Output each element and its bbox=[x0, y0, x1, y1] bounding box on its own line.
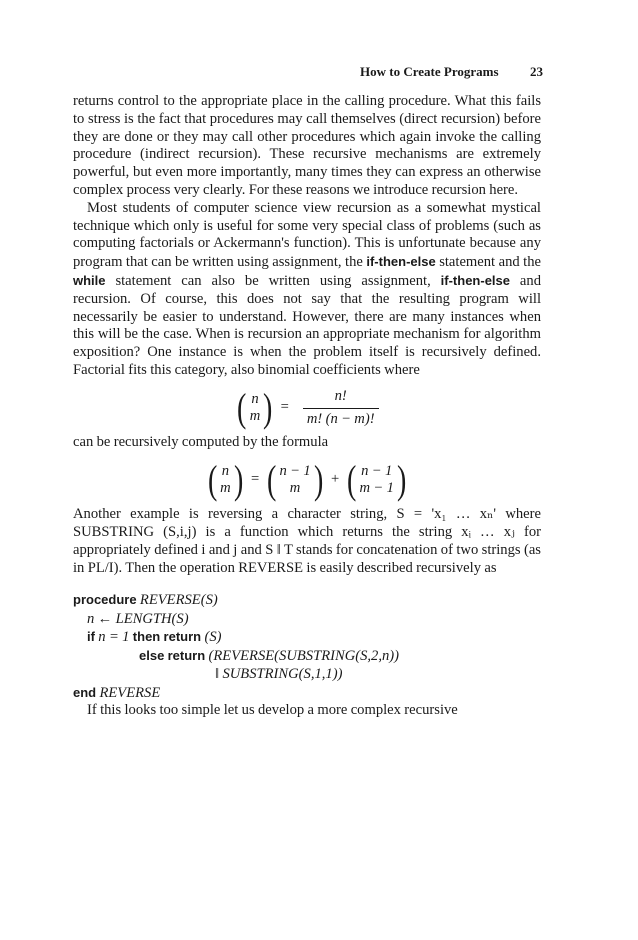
paragraph-recursion-students bbox=[73, 200, 541, 380]
code-keyword: end bbox=[73, 684, 97, 700]
binomial-stack bbox=[359, 463, 395, 497]
text-span: statement can also be written using assignment, bbox=[105, 272, 441, 289]
code-text: ‖ SUBSTRING(S,1,1)) bbox=[215, 666, 343, 683]
code-keyword: else return bbox=[139, 647, 206, 663]
binomial-lhs bbox=[206, 457, 245, 503]
binomial-top: n − 1 bbox=[361, 463, 393, 480]
equals-sign: = bbox=[280, 399, 289, 416]
binomial-lhs bbox=[235, 385, 274, 431]
body-text bbox=[73, 93, 541, 720]
binomial-recurrence-formula bbox=[73, 457, 541, 503]
code-text: n = 1 bbox=[94, 629, 133, 646]
binomial-bottom: m − 1 bbox=[359, 480, 394, 497]
code-line-1 bbox=[73, 591, 541, 610]
plus-sign: + bbox=[330, 471, 340, 488]
paragraph-complex-recursive: If this looks too simple let us develop a more complex recursive bbox=[87, 702, 458, 719]
binomial-term-1 bbox=[265, 457, 325, 503]
binomial-stack bbox=[219, 463, 232, 497]
binomial-stack bbox=[249, 391, 262, 425]
code-text: n ← LENGTH(S) bbox=[87, 610, 189, 627]
equals-sign: = bbox=[250, 471, 260, 488]
fraction-denominator: m! (n − m)! bbox=[303, 408, 379, 429]
reverse-procedure-code bbox=[73, 591, 541, 702]
binomial-term-2 bbox=[345, 457, 408, 503]
left-paren: ( bbox=[237, 385, 247, 431]
binomial-bottom: m bbox=[289, 480, 301, 497]
binomial-bottom: m bbox=[249, 408, 261, 425]
keyword-if-then-else: if-then-else bbox=[440, 272, 510, 288]
text-span: Most students of computer science view recursion as a somewhat mystical technique which only is useful for some very special class of problems (such as computing factorials or Ackermann's function). This is unfortunate because any program that can be written using assignment, the bbox=[73, 199, 541, 271]
paragraph-reverse-example: Another example is reversing a character string, S = 'x₁ … xₙ' where SUBSTRING (S,i,j) is a function which returns the string xᵢ … xⱼ for appropriately defined i and j and S ‖ T stands for concatenation of two strings (as in PL/I). Then the operation REVERSE is easily described recursively as bbox=[73, 506, 541, 576]
left-paren: ( bbox=[267, 457, 277, 503]
code-text: (S) bbox=[201, 629, 222, 646]
running-header bbox=[360, 64, 543, 80]
binomial-top: n − 1 bbox=[279, 463, 311, 480]
right-paren: ) bbox=[263, 385, 273, 431]
right-paren: ) bbox=[313, 457, 323, 503]
fraction-numerator: n! bbox=[334, 387, 347, 404]
binomial-top: n bbox=[221, 463, 229, 480]
code-line-3 bbox=[73, 628, 541, 647]
code-line-4 bbox=[73, 647, 541, 666]
left-paren: ( bbox=[207, 457, 218, 503]
binomial-top: n bbox=[251, 391, 259, 408]
page-number: 23 bbox=[530, 64, 543, 79]
keyword-while: while bbox=[73, 272, 106, 288]
binomial-definition-formula bbox=[73, 385, 541, 431]
paragraph-recursion-intro: returns control to the appropriate place in the calling procedure. What this fails to stress is the fact that procedures may call themselves (direct recursion) before they are done or they may call other procedures which again invoke the calling procedure (indirect recursion). These recursive mechanisms are extremely powerful, but even more importantly, many times they can express an otherwise complex process very clearly. For these reasons we introduce recursion here. bbox=[73, 93, 541, 198]
code-keyword: procedure bbox=[73, 592, 137, 608]
code-text: REVERSE(S) bbox=[136, 592, 218, 609]
left-paren: ( bbox=[347, 457, 357, 503]
binomial-stack bbox=[279, 463, 312, 497]
binomial-bottom: m bbox=[220, 480, 231, 497]
text-span: and recursion. Of course, this does not say that the resulting program will necessarily be easier to understand. However, there are many instances when this will be the case. When is recursion an appropriate mechanism for algorithm exposition? One instance is when the problem itself is recursively defined. Factorial fits this category, also binomial coefficients where bbox=[73, 272, 541, 378]
right-paren: ) bbox=[233, 457, 243, 503]
code-line-6 bbox=[73, 684, 541, 703]
paragraph-formula-lead: can be recursively computed by the formula bbox=[73, 434, 329, 451]
text-span: statement and the bbox=[435, 254, 541, 271]
code-keyword: if bbox=[87, 629, 95, 645]
factorial-fraction bbox=[303, 388, 379, 429]
right-paren: ) bbox=[396, 457, 407, 503]
keyword-if-then-else: if-then-else bbox=[366, 254, 436, 270]
code-text: (REVERSE(SUBSTRING(S,2,n)) bbox=[205, 647, 400, 664]
header-title: How to Create Programs bbox=[360, 64, 499, 79]
code-text: REVERSE bbox=[96, 684, 161, 701]
code-keyword: then return bbox=[132, 629, 202, 645]
code-line-2 bbox=[73, 610, 541, 629]
code-line-5 bbox=[73, 665, 541, 684]
